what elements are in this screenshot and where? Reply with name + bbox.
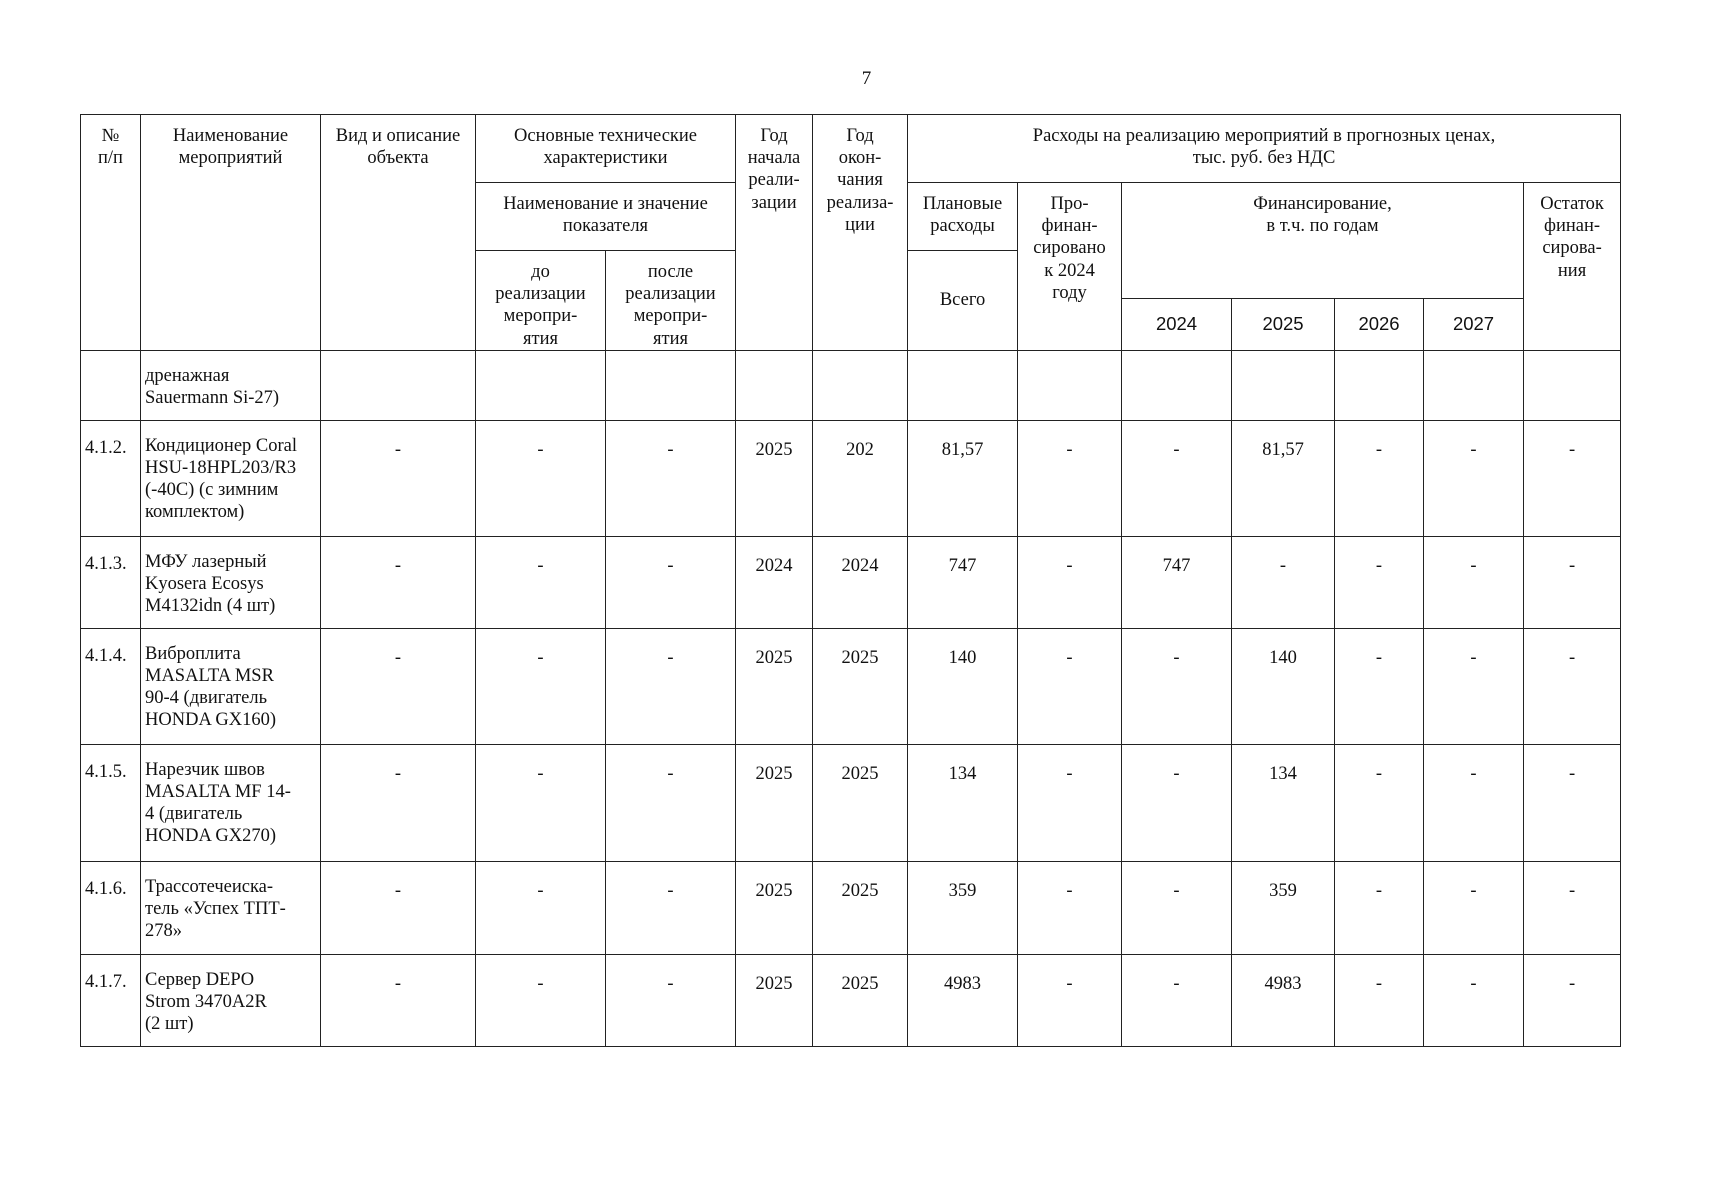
row-2025 — [1232, 350, 1335, 420]
row-after — [606, 350, 736, 420]
table-row — [81, 420, 1621, 536]
row-remainder: - — [1524, 861, 1621, 954]
row-2024: - — [1122, 628, 1232, 744]
row-num: 4.1.3. — [81, 536, 141, 628]
row-2025: 359 — [1232, 861, 1335, 954]
page-number: 7 — [861, 68, 872, 89]
row-financed — [1018, 350, 1122, 420]
row-2025: 81,57 — [1232, 420, 1335, 536]
header-tech: Основные технические характеристики — [476, 115, 736, 183]
row-2026: - — [1335, 536, 1424, 628]
row-financed: - — [1018, 536, 1122, 628]
row-remainder: - — [1524, 628, 1621, 744]
row-year-end: 2025 — [813, 628, 908, 744]
row-year-end: 2024 — [813, 536, 908, 628]
row-2026: - — [1335, 420, 1424, 536]
row-total — [908, 350, 1018, 420]
row-2026: - — [1335, 954, 1424, 1046]
row-after: - — [606, 954, 736, 1046]
row-2027: - — [1424, 744, 1524, 861]
expenses-table — [80, 114, 1621, 1047]
row-name: МФУ лазерный Kyosera Ecosys M4132idn (4 шт) — [141, 536, 321, 628]
row-2026: - — [1335, 744, 1424, 861]
header-after: после реализации меропри- ятия — [606, 251, 736, 351]
row-num: 4.1.5. — [81, 744, 141, 861]
row-type: - — [321, 744, 476, 861]
header-year-2024: 2024 — [1122, 299, 1232, 350]
row-after: - — [606, 861, 736, 954]
row-financed: - — [1018, 420, 1122, 536]
row-type: - — [321, 420, 476, 536]
row-2026 — [1335, 350, 1424, 420]
header-year-2025: 2025 — [1232, 299, 1335, 350]
header-type: Вид и описание объекта — [321, 115, 476, 351]
row-year-start: 2025 — [736, 628, 813, 744]
table-row — [81, 861, 1621, 954]
row-year-end: 202 — [813, 420, 908, 536]
header-indicator: Наименование и значение показателя — [476, 183, 736, 251]
row-total: 747 — [908, 536, 1018, 628]
row-total: 81,57 — [908, 420, 1018, 536]
row-2024 — [1122, 350, 1232, 420]
row-before: - — [476, 536, 606, 628]
row-2027: - — [1424, 861, 1524, 954]
table-row — [81, 744, 1621, 861]
row-name: Виброплита MASALTA MSR 90-4 (двигатель HONDA GX160) — [141, 628, 321, 744]
row-year-start: 2025 — [736, 954, 813, 1046]
row-name: Кондиционер Coral HSU-18HPL203/R3 (-40C) (с зимним комплектом) — [141, 420, 321, 536]
row-type — [321, 350, 476, 420]
row-2027: - — [1424, 954, 1524, 1046]
header-name: Наименование мероприятий — [141, 115, 321, 351]
row-before: - — [476, 628, 606, 744]
row-num: 4.1.2. — [81, 420, 141, 536]
row-year-start: 2025 — [736, 744, 813, 861]
row-2026: - — [1335, 628, 1424, 744]
row-2025: 140 — [1232, 628, 1335, 744]
row-name: Сервер DEPO Strom 3470A2R (2 шт) — [141, 954, 321, 1046]
row-name: Трассотечеиска- тель «Успех ТПТ- 278» — [141, 861, 321, 954]
row-before — [476, 350, 606, 420]
header-planned: Плановые расходы — [908, 183, 1018, 251]
header-num: № п/п — [81, 115, 141, 351]
row-before: - — [476, 954, 606, 1046]
row-type: - — [321, 628, 476, 744]
row-2024: - — [1122, 420, 1232, 536]
row-year-end: 2025 — [813, 954, 908, 1046]
row-2027: - — [1424, 420, 1524, 536]
row-year-end — [813, 350, 908, 420]
row-num: 4.1.4. — [81, 628, 141, 744]
row-2024: - — [1122, 744, 1232, 861]
row-2026: - — [1335, 861, 1424, 954]
row-2024: - — [1122, 861, 1232, 954]
row-after: - — [606, 536, 736, 628]
table-row — [81, 350, 1621, 420]
row-after: - — [606, 744, 736, 861]
row-before: - — [476, 744, 606, 861]
row-type: - — [321, 954, 476, 1046]
row-2027 — [1424, 350, 1524, 420]
row-num: 4.1.6. — [81, 861, 141, 954]
row-num: 4.1.7. — [81, 954, 141, 1046]
row-year-start: 2025 — [736, 861, 813, 954]
row-year-end: 2025 — [813, 744, 908, 861]
table-row — [81, 954, 1621, 1046]
row-2025: 134 — [1232, 744, 1335, 861]
row-total: 359 — [908, 861, 1018, 954]
row-year-start: 2024 — [736, 536, 813, 628]
row-remainder — [1524, 350, 1621, 420]
header-financing: Финансирование, в т.ч. по годам — [1122, 183, 1524, 299]
row-remainder: - — [1524, 954, 1621, 1046]
row-after: - — [606, 420, 736, 536]
row-year-end: 2025 — [813, 861, 908, 954]
header-year-end: Год окон- чания реализа- ции — [813, 115, 908, 351]
row-2025: - — [1232, 536, 1335, 628]
header-total: Всего — [908, 251, 1018, 351]
header-year-2027: 2027 — [1424, 299, 1524, 350]
header-year-2026: 2026 — [1335, 299, 1424, 350]
row-remainder: - — [1524, 420, 1621, 536]
row-2027: - — [1424, 628, 1524, 744]
header-year-start: Год начала реали- зации — [736, 115, 813, 351]
row-financed: - — [1018, 861, 1122, 954]
row-type: - — [321, 536, 476, 628]
row-name: Нарезчик швов MASALTA MF 14- 4 (двигатель HONDA GX270) — [141, 744, 321, 861]
row-total: 134 — [908, 744, 1018, 861]
row-remainder: - — [1524, 744, 1621, 861]
row-financed: - — [1018, 954, 1122, 1046]
row-year-start — [736, 350, 813, 420]
row-before: - — [476, 861, 606, 954]
row-year-start: 2025 — [736, 420, 813, 536]
header-expenses: Расходы на реализацию мероприятий в прогнозных ценах, тыс. руб. без НДС — [908, 115, 1621, 183]
row-before: - — [476, 420, 606, 536]
table-row — [81, 536, 1621, 628]
row-2025: 4983 — [1232, 954, 1335, 1046]
row-financed: - — [1018, 744, 1122, 861]
row-name: дренажная Sauermann Si-27) — [141, 350, 321, 420]
row-total: 140 — [908, 628, 1018, 744]
row-after: - — [606, 628, 736, 744]
row-2024: - — [1122, 954, 1232, 1046]
row-financed: - — [1018, 628, 1122, 744]
row-2024: 747 — [1122, 536, 1232, 628]
row-type: - — [321, 861, 476, 954]
row-num — [81, 350, 141, 420]
header-financed-2024: Про- финан- сировано к 2024 году — [1018, 183, 1122, 351]
row-total: 4983 — [908, 954, 1018, 1046]
row-remainder: - — [1524, 536, 1621, 628]
row-2027: - — [1424, 536, 1524, 628]
table-row — [81, 628, 1621, 744]
header-remainder: Остаток финан- сирова- ния — [1524, 183, 1621, 351]
header-before: до реализации меропри- ятия — [476, 251, 606, 351]
